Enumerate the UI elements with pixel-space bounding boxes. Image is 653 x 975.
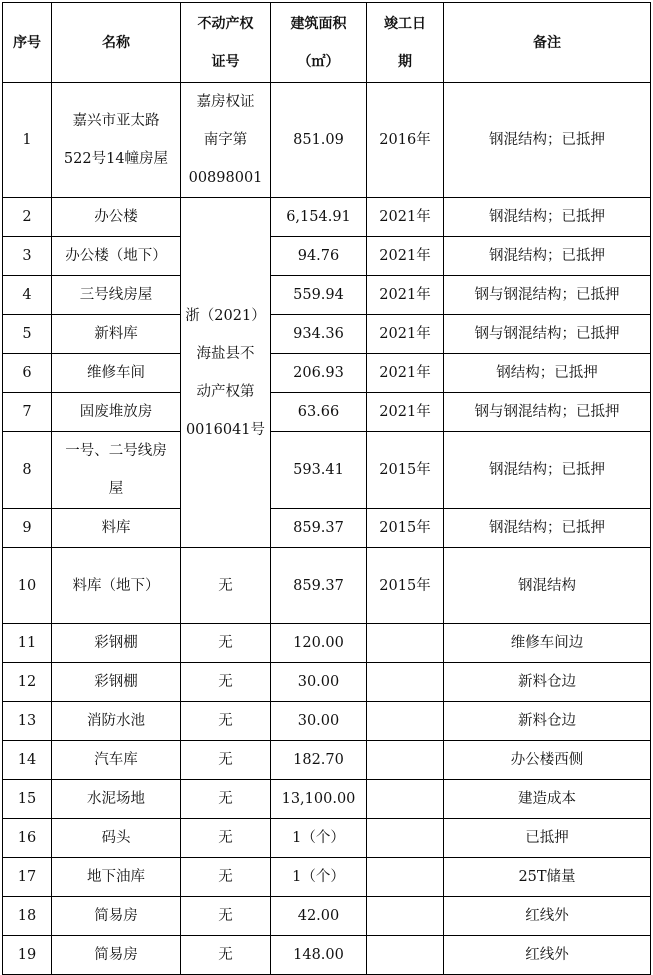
cell-name: 料库（地下） bbox=[52, 548, 181, 624]
cell-no: 18 bbox=[3, 897, 52, 936]
table-row bbox=[3, 237, 651, 276]
cell-name bbox=[52, 83, 181, 198]
cell-date: 2015年 bbox=[367, 548, 444, 624]
header-date-line1: 竣工日 bbox=[384, 15, 426, 32]
cell-date bbox=[367, 741, 444, 780]
table-row bbox=[3, 354, 651, 393]
cell-no: 15 bbox=[3, 780, 52, 819]
cell-remark: 钢混结构 bbox=[444, 548, 651, 624]
cell-no: 9 bbox=[3, 509, 52, 548]
header-cert-line1: 不动产权 bbox=[197, 15, 254, 32]
cell-no: 13 bbox=[3, 702, 52, 741]
cell-cert-line: 南字第 bbox=[203, 132, 248, 148]
cell-cert bbox=[181, 83, 271, 198]
cell-no: 14 bbox=[3, 741, 52, 780]
cell-area: 593.41 bbox=[271, 432, 367, 509]
cell-no: 4 bbox=[3, 276, 52, 315]
cell-name: 水泥场地 bbox=[52, 780, 181, 819]
header-name: 名称 bbox=[52, 3, 181, 83]
cell-cert: 无 bbox=[181, 624, 271, 663]
cell-name: 新料库 bbox=[52, 315, 181, 354]
table-row bbox=[3, 432, 651, 509]
cell-name: 消防水池 bbox=[52, 702, 181, 741]
cell-no: 5 bbox=[3, 315, 52, 354]
cell-remark: 钢混结构；已抵押 bbox=[444, 432, 651, 509]
cell-name-line: 一号、二号线房 bbox=[65, 443, 167, 459]
cell-remark: 25T储量 bbox=[444, 858, 651, 897]
header-cert bbox=[181, 3, 271, 83]
cell-name: 三号线房屋 bbox=[52, 276, 181, 315]
header-row bbox=[3, 3, 651, 83]
cell-area: 148.00 bbox=[271, 936, 367, 975]
cell-area: 859.37 bbox=[271, 509, 367, 548]
cell-name: 维修车间 bbox=[52, 354, 181, 393]
cell-remark: 钢与钢混结构；已抵押 bbox=[444, 393, 651, 432]
table-row bbox=[3, 548, 651, 624]
cell-date: 2021年 bbox=[367, 354, 444, 393]
cell-date bbox=[367, 819, 444, 858]
cell-remark: 钢混结构；已抵押 bbox=[444, 509, 651, 548]
cell-no: 11 bbox=[3, 624, 52, 663]
cell-remark: 维修车间边 bbox=[444, 624, 651, 663]
cell-date bbox=[367, 780, 444, 819]
cell-area: 1（个） bbox=[271, 819, 367, 858]
cell-remark: 钢结构；已抵押 bbox=[444, 354, 651, 393]
cell-name: 简易房 bbox=[52, 897, 181, 936]
cell-cert-merged bbox=[181, 198, 271, 548]
cell-date: 2021年 bbox=[367, 198, 444, 237]
cell-name: 料库 bbox=[52, 509, 181, 548]
table-row bbox=[3, 198, 651, 237]
cell-name: 码头 bbox=[52, 819, 181, 858]
cell-area: 94.76 bbox=[271, 237, 367, 276]
table-row bbox=[3, 624, 651, 663]
cell-area: 859.37 bbox=[271, 548, 367, 624]
cell-date: 2021年 bbox=[367, 276, 444, 315]
cell-no: 2 bbox=[3, 198, 52, 237]
cell-area: 30.00 bbox=[271, 663, 367, 702]
table-row bbox=[3, 276, 651, 315]
table-row bbox=[3, 819, 651, 858]
cell-cert: 无 bbox=[181, 858, 271, 897]
cell-area: 206.93 bbox=[271, 354, 367, 393]
header-date bbox=[367, 3, 444, 83]
header-area-line1: 建筑面积 bbox=[290, 15, 347, 32]
property-table bbox=[2, 2, 651, 975]
cert-merged-line: 动产权第 bbox=[196, 383, 255, 400]
cell-no: 8 bbox=[3, 432, 52, 509]
cell-date: 2021年 bbox=[367, 393, 444, 432]
cell-name-line: 嘉兴市亚太路 bbox=[72, 113, 160, 129]
cert-merged-line: 海盐县不 bbox=[196, 345, 255, 362]
cell-area: 13,100.00 bbox=[271, 780, 367, 819]
cell-remark: 已抵押 bbox=[444, 819, 651, 858]
cell-date bbox=[367, 624, 444, 663]
cell-no: 17 bbox=[3, 858, 52, 897]
cell-area: 851.09 bbox=[271, 83, 367, 198]
header-cert-line2: 证号 bbox=[211, 53, 240, 70]
cell-area: 1（个） bbox=[271, 858, 367, 897]
table-row bbox=[3, 83, 651, 198]
cell-cert: 无 bbox=[181, 819, 271, 858]
header-remark: 备注 bbox=[444, 3, 651, 83]
cell-date: 2015年 bbox=[367, 432, 444, 509]
table-row bbox=[3, 897, 651, 936]
cell-area: 120.00 bbox=[271, 624, 367, 663]
cell-remark: 钢与钢混结构；已抵押 bbox=[444, 276, 651, 315]
cell-date bbox=[367, 858, 444, 897]
cell-no: 19 bbox=[3, 936, 52, 975]
cell-cert: 无 bbox=[181, 741, 271, 780]
cell-cert: 无 bbox=[181, 936, 271, 975]
cell-date: 2021年 bbox=[367, 237, 444, 276]
cert-merged-line: 0016041号 bbox=[185, 421, 266, 438]
cell-name bbox=[52, 432, 181, 509]
cell-remark: 钢混结构；已抵押 bbox=[444, 198, 651, 237]
cell-name: 简易房 bbox=[52, 936, 181, 975]
cell-name: 地下油库 bbox=[52, 858, 181, 897]
header-no: 序号 bbox=[3, 3, 52, 83]
cell-remark: 钢混结构；已抵押 bbox=[444, 237, 651, 276]
cell-name-line: 屋 bbox=[108, 481, 124, 497]
table-row bbox=[3, 509, 651, 548]
cell-date: 2021年 bbox=[367, 315, 444, 354]
table-row bbox=[3, 393, 651, 432]
cell-name: 办公楼（地下） bbox=[52, 237, 181, 276]
table-row bbox=[3, 663, 651, 702]
cell-remark: 新料仓边 bbox=[444, 663, 651, 702]
cell-area: 42.00 bbox=[271, 897, 367, 936]
header-area-line2: （㎡） bbox=[297, 53, 340, 70]
cell-name: 固废堆放房 bbox=[52, 393, 181, 432]
cell-area: 63.66 bbox=[271, 393, 367, 432]
cell-remark: 红线外 bbox=[444, 897, 651, 936]
cell-remark: 建造成本 bbox=[444, 780, 651, 819]
cell-date bbox=[367, 936, 444, 975]
cell-remark: 红线外 bbox=[444, 936, 651, 975]
cell-cert: 无 bbox=[181, 780, 271, 819]
cell-cert: 无 bbox=[181, 663, 271, 702]
cell-cert: 无 bbox=[181, 897, 271, 936]
cell-date bbox=[367, 663, 444, 702]
table-row bbox=[3, 780, 651, 819]
cell-remark: 新料仓边 bbox=[444, 702, 651, 741]
cell-area: 182.70 bbox=[271, 741, 367, 780]
cell-no: 12 bbox=[3, 663, 52, 702]
cell-name: 汽车库 bbox=[52, 741, 181, 780]
cell-no: 10 bbox=[3, 548, 52, 624]
cell-remark: 办公楼西侧 bbox=[444, 741, 651, 780]
cell-name: 办公楼 bbox=[52, 198, 181, 237]
table-row bbox=[3, 858, 651, 897]
cell-name: 彩钢棚 bbox=[52, 663, 181, 702]
table-row bbox=[3, 936, 651, 975]
cell-name: 彩钢棚 bbox=[52, 624, 181, 663]
cell-area: 30.00 bbox=[271, 702, 367, 741]
cell-date bbox=[367, 702, 444, 741]
cell-no: 7 bbox=[3, 393, 52, 432]
cell-name-line: 522号14幢房屋 bbox=[63, 151, 169, 167]
cell-no: 16 bbox=[3, 819, 52, 858]
table-row bbox=[3, 702, 651, 741]
cell-date: 2015年 bbox=[367, 509, 444, 548]
cert-merged-line: 浙（2021） bbox=[185, 307, 266, 324]
cell-cert: 无 bbox=[181, 548, 271, 624]
table-row bbox=[3, 741, 651, 780]
cell-area: 934.36 bbox=[271, 315, 367, 354]
cell-no: 1 bbox=[3, 83, 52, 198]
cell-cert-line: 00898001 bbox=[188, 170, 263, 186]
cell-area: 6,154.91 bbox=[271, 198, 367, 237]
cell-no: 3 bbox=[3, 237, 52, 276]
cell-date bbox=[367, 897, 444, 936]
cell-date: 2016年 bbox=[367, 83, 444, 198]
header-date-line2: 期 bbox=[398, 53, 412, 70]
cell-cert-line: 嘉房权证 bbox=[196, 94, 255, 110]
cell-remark: 钢混结构；已抵押 bbox=[444, 83, 651, 198]
cell-area: 559.94 bbox=[271, 276, 367, 315]
cell-no: 6 bbox=[3, 354, 52, 393]
table-row bbox=[3, 315, 651, 354]
header-area bbox=[271, 3, 367, 83]
cell-cert: 无 bbox=[181, 702, 271, 741]
cell-remark: 钢与钢混结构；已抵押 bbox=[444, 315, 651, 354]
